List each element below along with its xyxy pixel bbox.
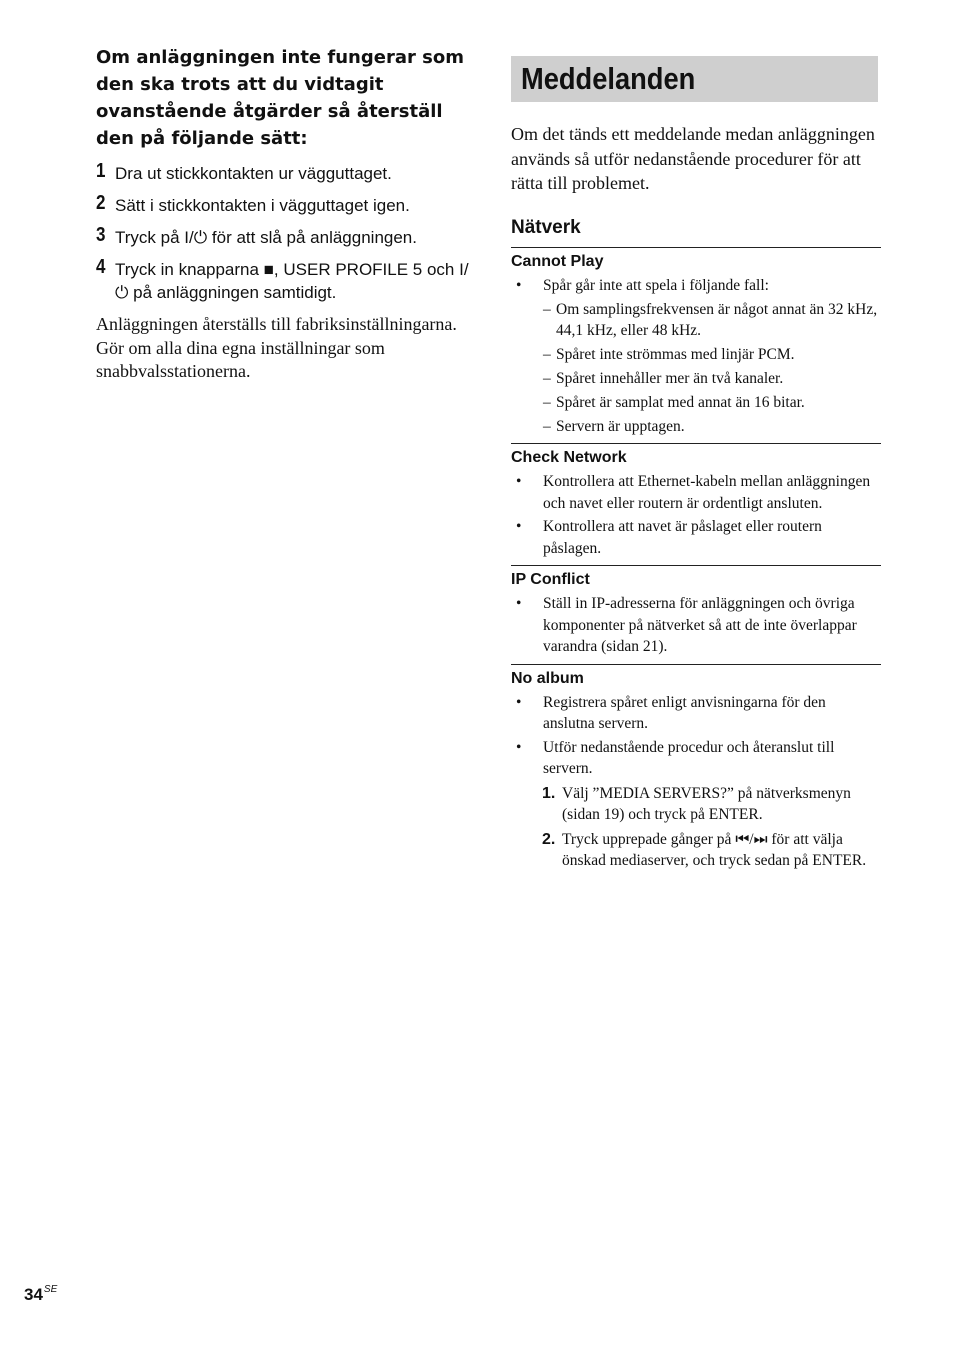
message-check-network (511, 443, 881, 559)
reset-steps (96, 162, 481, 304)
list-item: – Om samplingsfrekvensen är något annat än 32 kHz, 44,1 kHz, eller 48 kHz. (543, 301, 878, 339)
page-suffix: SE (43, 1284, 58, 1295)
list-item: • Ställ in IP-adresserna för anläggningen och övriga komponenter på nätverket så att de inte överlappar varandra (sidan 21). (516, 595, 857, 655)
message-title: Check Network (511, 449, 627, 466)
message-no-album (511, 664, 881, 872)
message-title: IP Conflict (511, 571, 590, 588)
section-title: Meddelanden (521, 61, 696, 96)
message-list (511, 593, 881, 658)
list-item: – Spåret inte strömmas med linjär PCM. (543, 346, 795, 363)
left-column (96, 44, 481, 384)
list-item: • Kontrollera att navet är påslaget eller routern påslagen. (516, 518, 822, 557)
reset-heading: Om anläggningen inte fungerar som den ska trots att du vidtagit ovanstående åtgärder så återställ den på följande sätt: (96, 47, 464, 149)
right-column (511, 56, 881, 872)
list-item: – Servern är upptagen. (543, 418, 685, 435)
message-list (511, 692, 881, 872)
intro-paragraph: Om det tänds ett meddelande medan anläggningen används så utför nedanstående procedurer för att rätta till problemet. (511, 124, 875, 193)
reset-step: 3 Tryck på I/⏻ för att slå på anläggningen. (96, 224, 417, 247)
list-item: – Spåret är samplat med annat än 16 bitar. (543, 394, 805, 411)
reset-note: Anläggningen återställs till fabriksinställningarna. Gör om alla dina egna inställningar som snabbvalsstationerna. (96, 314, 457, 381)
message-list (511, 275, 881, 438)
reset-step: 4 Tryck in knapparna ■, USER PROFILE 5 och I/⏻ på anläggningen samtidigt. (96, 256, 469, 302)
list-item: – Spåret innehåller mer än två kanaler. (543, 370, 784, 387)
list-item: • Spår går inte att spela i följande fall: (516, 276, 769, 294)
reset-step: 1 Dra ut stickkontakten ur vägguttaget. (96, 160, 392, 183)
message-cannot-play (511, 247, 881, 438)
subheading-network: Nätverk (511, 216, 581, 238)
message-title: No album (511, 669, 584, 687)
page-number: $34^{SE}$ (24, 1284, 58, 1304)
message-title: Cannot Play (511, 252, 604, 270)
list-item: • Registrera spåret enligt anvisningarna för den anslutna servern. (516, 693, 826, 732)
message-ip-conflict (511, 565, 881, 658)
list-item: 2. Tryck upprepade gånger på ⏮/⏭ för att välja önskad mediaserver, och tryck sedan på ENTER. (542, 830, 867, 869)
list-item: • Kontrollera att Ethernet-kabeln mellan anläggningen och navet eller routern är ordentligt ansluten. (516, 473, 871, 512)
list-item: 1. Välj ”MEDIA SERVERS?” på nätverksmenyn (sidan 19) och tryck på ENTER. (542, 784, 851, 823)
section-title-bar (511, 56, 878, 102)
message-list (511, 471, 881, 559)
reset-step: 2 Sätt i stickkontakten i vägguttaget igen. (96, 192, 410, 215)
list-item: • Utför nedanstående procedur och återanslut till servern. (516, 738, 835, 777)
